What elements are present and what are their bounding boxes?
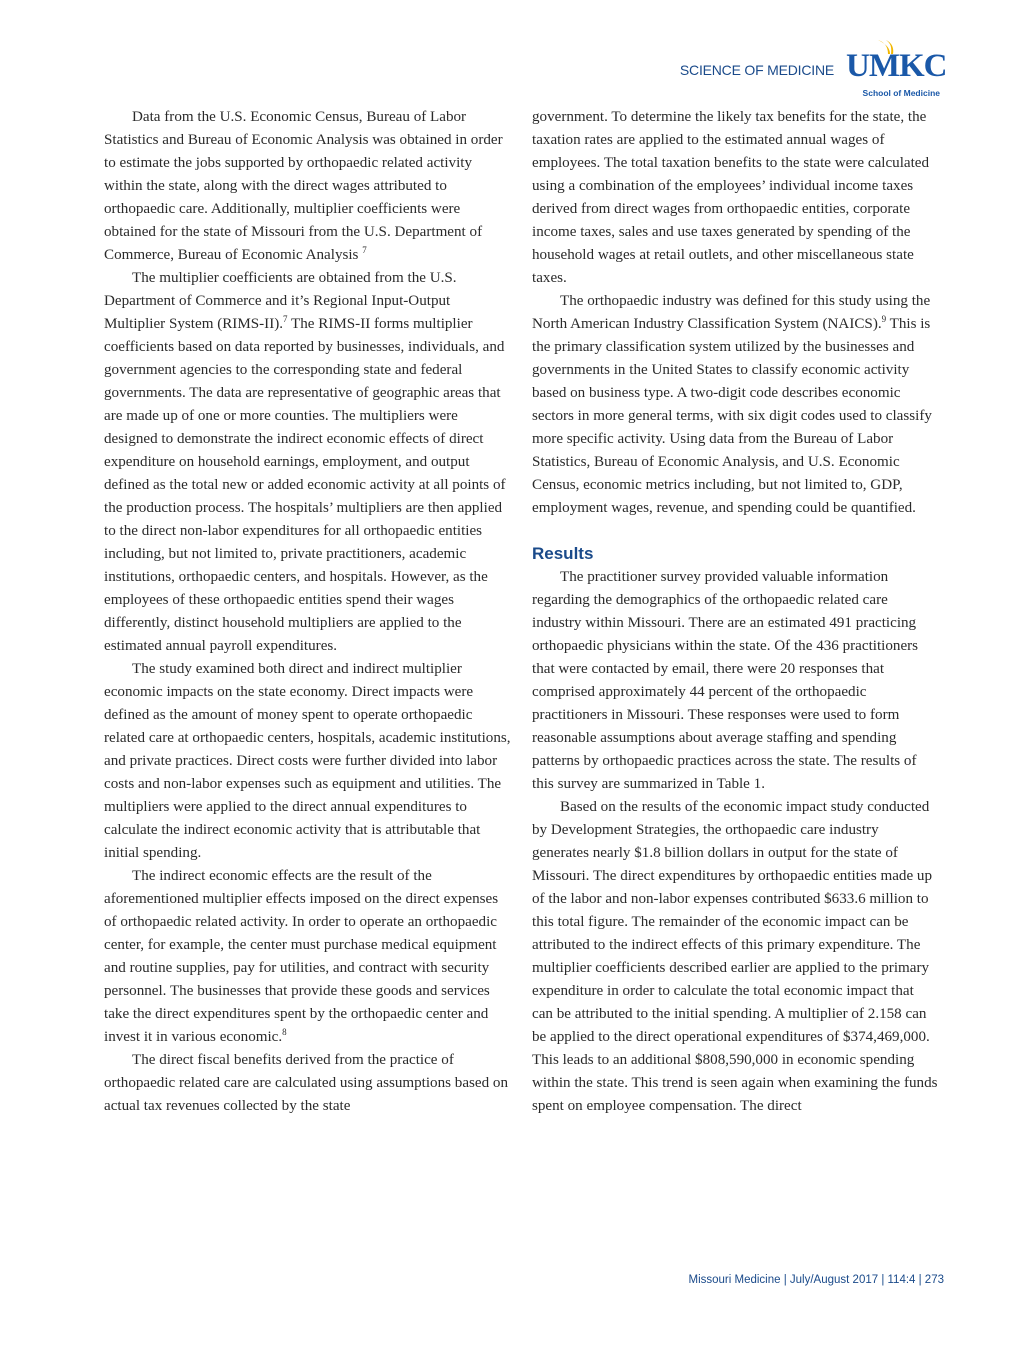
logo-wordmark: UMKC [846, 48, 947, 84]
paragraph [532, 290, 938, 520]
section-label: SCIENCE OF MEDICINE [679, 62, 834, 78]
paragraph: government. To determine the likely tax benefits for the state, the taxation rates are applied to the estimated annual wages of employees. The total taxation benefits to the state were calculated using a combination of the employees’ individual income taxes derived from direct wages from orthopaedic entities, corporate income taxes, sales and use taxes generated by spending of the household wages at retail outlets, and other miscellaneous state taxes. [532, 109, 930, 286]
page-footer: Missouri Medicine | July/August 2017 | 114:4 | 273 [688, 1274, 944, 1286]
paragraph: The study examined both direct and indirect multiplier economic impacts on the state economy. Direct impacts were defined as the amount of money spent to operate orthopaedic related care at orthopaedic centers, hospitals, academic institutions, and private practices. Direct costs were further divided into labor costs and non-labor expenses such as equipment and utilities. The multipliers were applied to the direct annual expenditures to calculate the indirect economic activity that is attributable that initial spending. [104, 661, 511, 861]
reference-superscript: 8 [282, 1026, 287, 1037]
paragraph-text: The indirect economic effects are the result of the aforementioned multiplier effects imposed on the direct expenses of orthopaedic related activity. In order to operate an orthopaedic center, for example, the center must purchase medical equipment and routine supplies, pay for utilities, and contract with security personnel. The businesses that provide these goods and services take the direct expenditures spent by the orthopaedic center and invest it in various economic. [104, 868, 499, 1045]
paragraph: The practitioner survey provided valuable information regarding the demographics of the orthopaedic related care industry within Missouri. There are an estimated 491 practicing orthopaedic physicians within the state. Of the 436 practitioners that were contacted by email, there were 20 responses that comprised approximately 44 percent of the orthopaedic practitioners in Missouri. These responses were used to form reasonable assumptions about average staffing and spending patterns by orthopaedic practices across the state. The results of this survey are summarized in Table 1. [532, 569, 919, 792]
left-column [104, 106, 512, 1118]
right-column [532, 106, 938, 1118]
paragraph-text: Data from the U.S. Economic Census, Bureau of Labor Statistics and Bureau of Economic Analysis was obtained in order to estimate the jobs supported by orthopaedic related activity within the state, along with the direct wages attributed to orthopaedic care. Additionally, multiplier coefficients were obtained for the state of Missouri from the U.S. Department of Commerce, Bureau of Economic Analysis [104, 109, 503, 263]
paragraph-text: This is the primary classification system utilized by the businesses and governments in the United States to classify economic activity based on business type. A two-digit code describes economic sectors in more general terms, with six digit codes used to classify more specific activity. Using data from the Bureau of Labor Statistics, Bureau of Economic Analysis, and U.S. Economic Census, economic metrics including, but not limited to, GDP, employment wages, revenue, and spending could be quantified. [532, 316, 932, 516]
paragraph [104, 106, 512, 267]
results-heading: Results [532, 544, 594, 563]
paragraph-text: The orthopaedic industry was defined for this study using the North American Industry Classification System (NAICS). [532, 293, 931, 332]
paragraph-text: The RIMS-II forms multiplier coefficients based on data reported by businesses, individuals, and government agencies to the corresponding state and federal governments. The data are representative of geographic areas that are made up of one or more counties. The multipliers were designed to demonstrate the indirect economic effects of direct expenditure on household earnings, employment, and output defined as the total new or added economic activity at all points of the production process. The hospitals’ multipliers are then applied to the direct non-labor expenditures for all orthopaedic entities including, but not limited to, private practitioners, academic institutions, orthopaedic centers, and hospitals. However, as the employees of these orthopaedic entities spend their wages differently, distinct household multipliers are applied to the estimated annual payroll expenditures. [104, 316, 506, 654]
reference-superscript: 9 [881, 313, 887, 324]
reference-superscript: 7 [362, 244, 367, 255]
logo-subtext: School of Medicine [862, 88, 940, 98]
paragraph: The direct fiscal benefits derived from the practice of orthopaedic related care are calculated using assumptions based on actual tax revenues collected by the state [104, 1052, 509, 1114]
paragraph [104, 267, 512, 658]
paragraph: Based on the results of the economic impact study conducted by Development Strategies, the orthopaedic care industry generates nearly $1.8 billion dollars in output for the state of Missouri. The direct expenditures by orthopaedic entities made up of the labor and non-labor expenses contributed $633.6 million to this total figure. The remainder of the economic impact can be attributed to the indirect effects of this primary expenditure. The multiplier coefficients described earlier are applied to the primary expenditure in order to calculate the total economic impact that can be attributed to the initial spending. A multiplier of 2.158 can be applied to the direct operational expenditures of $374,469,000. This leads to an additional $808,590,000 in economic spending within the state. This trend is seen again when examining the funds spent on employee compensation. The direct [532, 799, 938, 1114]
paragraph-text: The multiplier coefficients are obtained from the U.S. Department of Commerce and it’s Regional Input-Output Multiplier System (RIMS-II). [104, 270, 457, 332]
reference-superscript: 7 [283, 313, 288, 324]
page-header [679, 40, 947, 100]
umkc-logo [844, 40, 947, 100]
paragraph [104, 865, 512, 1049]
